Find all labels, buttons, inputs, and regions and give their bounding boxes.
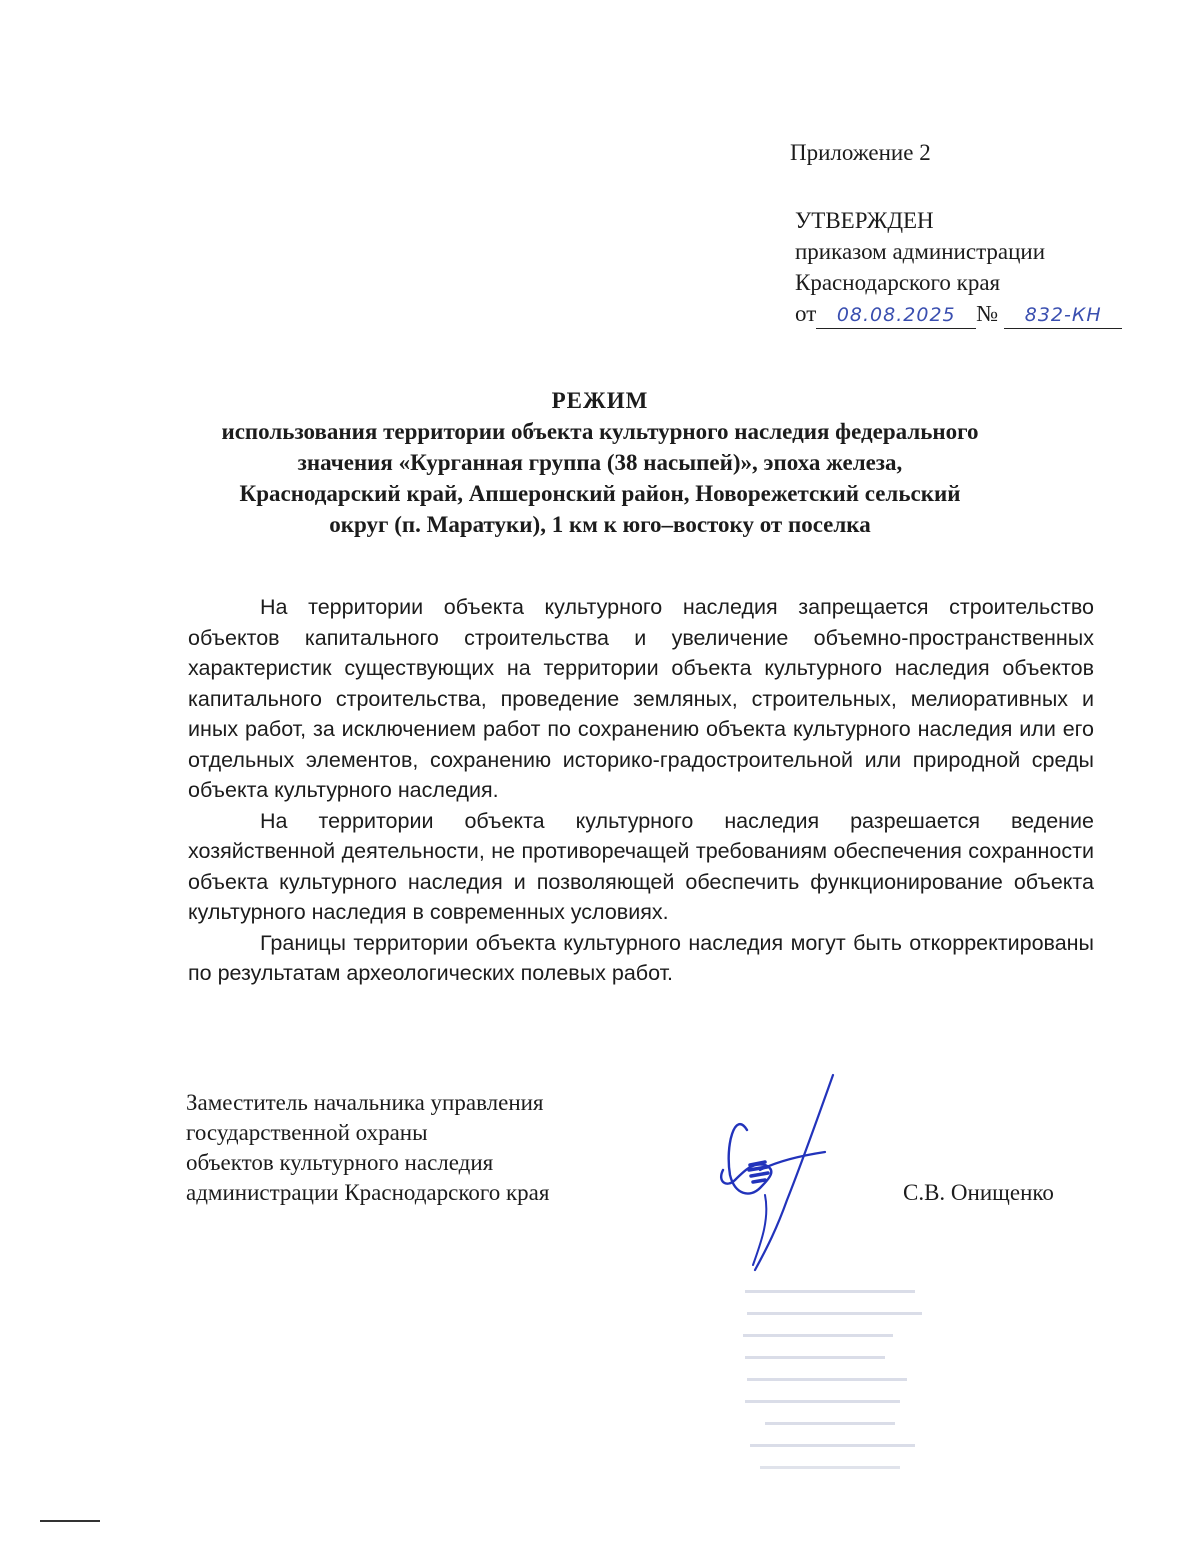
position-line4: администрации Краснодарского края	[186, 1180, 550, 1205]
approved-by-line1: приказом администрации	[795, 239, 1046, 264]
approval-block	[795, 205, 1122, 329]
bottom-rule	[40, 1520, 100, 1522]
title-line2: значения «Курганная группа (38 насыпей)», эпоха железа,	[297, 450, 903, 475]
title-line4: округ (п. Маратуки), 1 км к юго–востоку от поселка	[329, 512, 871, 537]
title-line3: Краснодарский край, Апшеронский район, Новорежетский сельский	[239, 481, 961, 506]
approved-by-line2: Краснодарского края	[795, 270, 1001, 295]
appendix-label: Приложение 2	[790, 140, 931, 165]
paragraph-prohibitions: На территории объекта культурного наследия запрещается строительство объектов капитального строительства и увеличение объемно-пространственных характеристик существующих на территории объекта культурного наследия объектов капитального строительства, проведение земляных, строительных, мелиоративных и иных работ, за исключением работ по сохранению объекта культурного наследия или его отдельных элементов, сохранению историко-градостроительной или природной среды объекта культурного наследия.	[188, 595, 1094, 802]
handwritten-signature	[705, 1070, 855, 1280]
position-line1: Заместитель начальника управления	[186, 1090, 544, 1115]
document-title	[150, 385, 1050, 540]
order-date: 08.08.2025	[816, 302, 976, 329]
position-line3: объектов культурного наследия	[186, 1150, 494, 1175]
title-line1: использования территории объекта культурного наследия федерального	[221, 419, 979, 444]
paragraph-boundaries: Границы территории объекта культурного наследия могут быть откорректированы по результатам археологических полевых работ.	[188, 930, 1094, 985]
paragraph-permissions: На территории объекта культурного наследия разрешается ведение хозяйственной деятельности, не противоречащей требованиям обеспечения сохранности объекта культурного наследия и позволяющей обеспечить функционирование объекта культурного наследия в современных условиях.	[188, 808, 1094, 924]
number-label: №	[976, 301, 999, 326]
signatory-position	[186, 1088, 549, 1208]
position-line2: государственной охраны	[186, 1120, 428, 1145]
document-body	[188, 592, 1094, 989]
signatory-name: С.В. Онищенко	[903, 1180, 1054, 1205]
title-heading: РЕЖИМ	[551, 388, 649, 413]
from-label: от	[795, 301, 817, 326]
approved-label: УТВЕРЖДЕН	[795, 208, 934, 233]
order-number: 832-КН	[1004, 302, 1122, 329]
order-line	[795, 298, 1122, 329]
faded-stamp	[735, 1290, 935, 1480]
